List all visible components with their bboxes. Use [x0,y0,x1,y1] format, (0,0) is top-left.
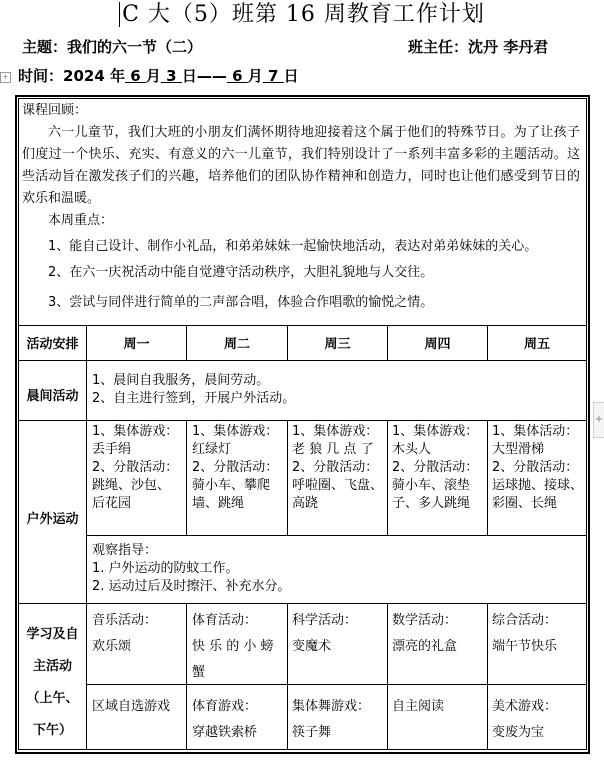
outdoor-text: 子、多人跳绳 [392,496,471,511]
focus-point: 2、在六一庆祝活动中能自觉遵守活动秩序，大胆礼貌地与人交往。 [48,265,434,280]
day-header: 周三 [324,337,351,352]
start-day: 3 [166,67,177,85]
divider [287,603,288,750]
table-move-handle-icon[interactable]: + [0,72,11,83]
outdoor-text: 骑小车、攀爬 [192,478,271,493]
outdoor-text: 2、分散活动： [92,460,179,475]
activity-type: 区域自选游戏 [92,699,171,714]
morning-label: 晨间活动 [26,389,79,404]
activity-name: 变魔术 [292,639,332,654]
outdoor-text: 丢手绢 [92,442,132,457]
month-char-2: 月 [247,67,263,85]
study-label-line: 主活动 [32,659,72,674]
corner-header: 活动安排 [26,337,79,352]
activity-type: 数学活动： [392,613,458,628]
time-line [18,65,299,87]
day-header: 周二 [223,337,250,352]
focus-point: 3、尝试与同伴进行简单的二声部合唱，体验合作唱歌的愉悦之情。 [48,295,434,310]
outdoor-text: 红绿灯 [192,442,232,457]
range-sep: 日—— [181,67,227,85]
activity-type: 美术游戏： [492,699,558,714]
activity-type: 体育游戏： [192,699,258,714]
review-paragraph: 六一儿童节，我们大班的小朋友们满怀期待地迎接着这个属于他们的特殊节日。为了让孩子们度过一个快乐、充实、有意义的六一儿童节，我们特别设计了一系列丰富多彩的主题活动。这些活动旨在激发孩子们的兴趣，培养他们的团队协作精神和创造力，同时也让他们感受到节日的欢乐和温暖。 [22,125,580,206]
study-cell-tue [192,608,282,686]
outdoor-text: 跳绳、沙包、 [92,478,171,493]
activity-name: 欢乐颂 [92,639,132,654]
divider [487,603,488,750]
outdoor-text: 1、集体活动： [492,424,579,439]
activity-type: 音乐活动： [92,613,158,628]
end-month: 6 [232,67,243,85]
day-header: 周一 [123,337,150,352]
outdoor-text: 高跷 [292,496,319,511]
theme-label: 主题： [22,38,68,56]
outdoor-text: 1、集体游戏： [392,424,479,439]
start-month: 6 [130,67,141,85]
study-label-line: （上午、 [26,691,79,706]
divider [18,603,587,604]
guide-title: 观察指导： [92,543,158,558]
observation-guide [92,542,291,596]
outdoor-text: 老 狼 几 点 了 [292,442,374,457]
activity-type: 集体舞游戏： [292,699,371,714]
outdoor-text: 1、集体游戏： [292,424,379,439]
divider [86,325,87,750]
day-header: 周五 [523,337,550,352]
outdoor-cell-fri [492,423,584,513]
study-cell-wed [292,608,357,660]
study2-cell-tue [192,694,257,746]
outdoor-text: 后花园 [92,496,132,511]
activity-name: 筷子舞 [292,725,332,740]
outdoor-text: 1、集体游戏： [192,424,279,439]
divider [86,535,587,536]
guide-line: 1. 户外运动的防蚊工作。 [92,561,239,576]
morning-line: 1、晨间自我服务，晨间劳动。 [92,373,270,388]
divider [86,684,587,685]
study-label-line: 下午） [32,723,72,738]
outdoor-text: 彩圈、长绳 [492,496,558,511]
activity-name: 蟹 [192,665,206,680]
activity-type: 综合活动： [492,613,558,628]
theme-line [22,36,202,58]
divider [18,420,587,421]
time-label: 时间： [18,67,64,85]
study-cell-fri [492,608,557,660]
teacher-line [408,36,548,58]
day-header: 周四 [424,337,451,352]
outdoor-text: 2、分散活动： [492,460,579,475]
activity-type: 自主阅读 [392,699,445,714]
divider [487,420,488,535]
focus-label: 本周重点： [48,213,114,228]
activity-type: 体育活动： [192,613,258,628]
outdoor-text: 运球抛、接球、 [492,478,584,493]
study-label-line: 学习及自 [26,627,79,642]
month-char: 月 [145,67,161,85]
study2-cell-fri [492,694,557,746]
outdoor-text: 墙、跳绳 [192,496,245,511]
focus-point: 1、能自己设计、制作小礼品，和弟弟妹妹一起愉快地活动，表达对弟弟妹妹的关心。 [48,239,538,254]
study2-cell-wed [292,694,370,746]
activity-name: 端午节快乐 [492,639,558,654]
morning-line: 2、自主进行签到，开展户外活动。 [92,391,296,406]
activity-type: 科学活动： [292,613,358,628]
divider [387,420,388,535]
divider [186,603,187,750]
study-cell-thu [392,608,457,660]
study-cell-mon [92,608,157,660]
outdoor-cell-wed [292,423,384,513]
outdoor-text: 骑小车、滚垫 [392,478,471,493]
study2-cell-thu [392,694,444,720]
guide-line: 2. 运动过后及时擦汗、补充水分。 [92,579,291,594]
year: 2024 年 [63,67,125,85]
activity-name: 穿越铁索桥 [192,725,258,740]
outdoor-cell-tue [192,423,282,513]
outdoor-text: 2、分散活动： [292,460,379,475]
review-label: 课程回顾： [22,103,88,118]
end-day: 7 [268,67,279,85]
divider [387,603,388,750]
divider [18,360,587,361]
outdoor-text: 木头人 [392,442,432,457]
outdoor-text: 1、集体游戏： [92,424,179,439]
outdoor-text: 2、分散活动： [392,460,479,475]
page-title: C 大（5）班第 16 周教育工作计划 [0,0,604,30]
outdoor-text: 呼啦圈、飞盘、 [292,478,384,493]
outdoor-cell-thu [392,423,484,513]
divider [287,420,288,535]
outdoor-text: 大型滑梯 [492,442,545,457]
outdoor-text: 2、分散活动： [192,460,279,475]
theme-value: 我们的六一节（二） [67,38,203,56]
study2-cell-mon [92,694,170,720]
outdoor-cell-mon [92,423,182,513]
scroll-handle-icon[interactable]: + [593,402,604,438]
teacher-value: 沈丹 李丹君 [468,38,549,56]
activity-name: 漂亮的礼盒 [392,639,458,654]
divider [18,325,587,326]
teacher-label: 班主任： [408,38,469,56]
course-review [22,100,580,314]
outdoor-label: 户外运动 [26,512,79,527]
activity-name: 变废为宝 [492,725,545,740]
morning-activities [92,372,295,408]
day-char: 日 [283,67,299,85]
activity-name: 快 乐 的 小 螃 [192,639,274,654]
divider [186,420,187,535]
study-label [19,619,86,747]
